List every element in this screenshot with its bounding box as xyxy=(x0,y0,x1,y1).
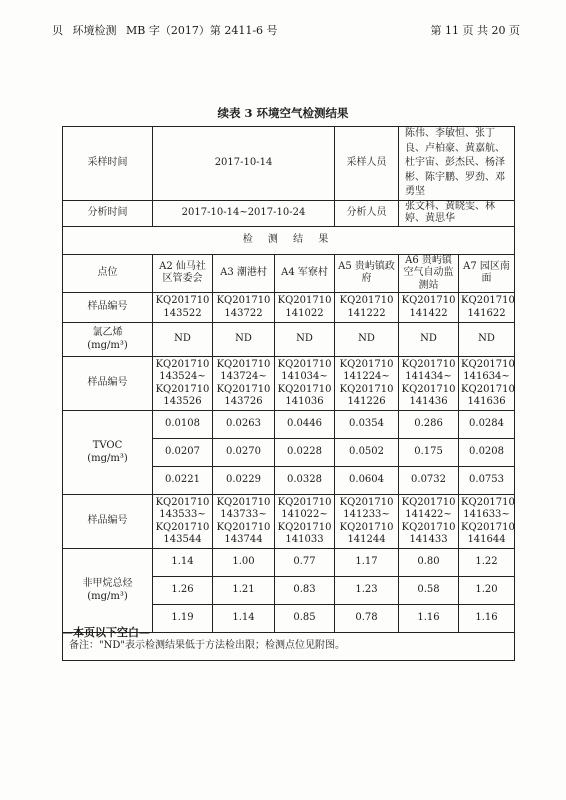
result-row xyxy=(63,323,515,357)
result-value-cell: 1.20 xyxy=(459,577,515,605)
point-a5: A5 贵屿镇政府 xyxy=(335,254,399,293)
sample-number-cell: KQ201710 141622 xyxy=(459,293,515,323)
sample-number-cell: KQ201710 141222 xyxy=(335,293,399,323)
result-value-cell: 0.0732 xyxy=(399,467,459,495)
result-value-cell: 0.0228 xyxy=(275,439,335,467)
result-value-cell: 1.21 xyxy=(213,577,275,605)
sample-number-cell: KQ201710 141634~ KQ201710 141636 xyxy=(459,357,515,411)
result-value-cell: 0.0207 xyxy=(153,439,213,467)
test-item-unit: (mg/m³) xyxy=(87,590,128,602)
result-value-cell: 0.58 xyxy=(399,577,459,605)
point-label: 点位 xyxy=(63,254,153,293)
result-value-cell: 1.14 xyxy=(153,549,213,577)
sample-number-cell: KQ201710 141233~ KQ201710 141244 xyxy=(335,495,399,549)
result-value-cell: 1.00 xyxy=(213,549,275,577)
analysts-value: 张文科、黄晓雯、林婷、黄思华 xyxy=(399,200,515,226)
sample-number-cell: KQ201710 143533~ KQ201710 143544 xyxy=(153,495,213,549)
test-item-name: TVOC xyxy=(92,440,123,451)
point-a6: A6 贵屿镇空气自动监测站 xyxy=(399,254,459,293)
test-item-name: 非甲烷总烃 xyxy=(82,578,133,589)
results-heading-row xyxy=(63,226,515,254)
result-value-cell: ND xyxy=(459,323,515,357)
result-value-cell: 0.0753 xyxy=(459,467,515,495)
sample-number-label: 样品编号 xyxy=(63,495,153,549)
sampler-label: 采样人员 xyxy=(335,127,399,201)
sample-time-value: 2017-10-14 xyxy=(153,127,335,201)
point-a2: A2 仙马社区管委会 xyxy=(153,254,213,293)
result-value-cell: 0.78 xyxy=(335,605,399,633)
result-value-cell: 0.0328 xyxy=(275,467,335,495)
result-value-cell: 1.19 xyxy=(153,605,213,633)
point-a3: A3 潮港村 xyxy=(213,254,275,293)
air-quality-results-table xyxy=(62,126,515,661)
result-value-cell: ND xyxy=(213,323,275,357)
sample-number-cell: KQ201710 141022 xyxy=(275,293,335,323)
result-value-cell: ND xyxy=(335,323,399,357)
result-value-cell: 0.85 xyxy=(275,605,335,633)
test-item-name: 氯乙烯 xyxy=(92,327,123,338)
sample-number-cell: KQ201710 141034~ KQ201710 141036 xyxy=(275,357,335,411)
page-header xyxy=(52,22,520,38)
result-value-cell: 0.286 xyxy=(399,411,459,439)
result-value-cell: 0.80 xyxy=(399,549,459,577)
header-page-number: 第 11 页 共 20 页 xyxy=(430,24,520,37)
sample-number-cell: KQ201710 143522 xyxy=(153,293,213,323)
sample-time-row xyxy=(63,127,515,201)
points-header-row xyxy=(63,254,515,293)
result-value-cell: 0.0208 xyxy=(459,439,515,467)
result-value-cell: 1.14 xyxy=(213,605,275,633)
result-row xyxy=(63,411,515,439)
result-value-cell: 1.16 xyxy=(459,605,515,633)
sample-time-label: 采样时间 xyxy=(63,127,153,201)
result-value-cell: 0.0354 xyxy=(335,411,399,439)
result-value-cell: 0.0263 xyxy=(213,411,275,439)
header-left-2: 环境检测 xyxy=(72,24,117,37)
page-end-blank-note: —本页以下空白— xyxy=(62,626,150,639)
result-value-cell: 0.0229 xyxy=(213,467,275,495)
analyst-label: 分析人员 xyxy=(335,200,399,226)
test-item-cell xyxy=(63,323,153,357)
result-value-cell: 0.175 xyxy=(399,439,459,467)
sample-number-cell: KQ201710 143733~ KQ201710 143744 xyxy=(213,495,275,549)
remark-note: 备注："ND"表示检测结果低于方法检出限；检测点位见附图。 xyxy=(63,633,515,661)
result-value-cell: 0.83 xyxy=(275,577,335,605)
sample-number-cell: KQ201710 143724~ KQ201710 143726 xyxy=(213,357,275,411)
result-row xyxy=(63,549,515,577)
sample-number-cell: KQ201710 141434~ KQ201710 141436 xyxy=(399,357,459,411)
sample-number-cell: KQ201710 141422~ KQ201710 141433 xyxy=(399,495,459,549)
test-item-cell xyxy=(63,549,153,633)
sample-number-cell: KQ201710 141422 xyxy=(399,293,459,323)
result-value-cell: 0.0221 xyxy=(153,467,213,495)
result-value-cell: 1.26 xyxy=(153,577,213,605)
sample-number-row xyxy=(63,495,515,549)
result-value-cell: 0.0270 xyxy=(213,439,275,467)
table-title: 续表 3 环境空气检测结果 xyxy=(217,106,349,120)
sample-number-cell: KQ201710 143722 xyxy=(213,293,275,323)
sample-number-label: 样品编号 xyxy=(63,357,153,411)
result-value-cell: 0.77 xyxy=(275,549,335,577)
analysis-time-value: 2017-10-14~2017-10-24 xyxy=(153,200,335,226)
result-value-cell: ND xyxy=(153,323,213,357)
header-report-number: MB 字（2017）第 2411-6 号 xyxy=(126,24,278,37)
sample-number-label: 样品编号 xyxy=(63,293,153,323)
test-item-unit: (mg/m³) xyxy=(87,452,128,464)
analysis-time-label: 分析时间 xyxy=(63,200,153,226)
sample-number-row xyxy=(63,293,515,323)
sample-number-row xyxy=(63,357,515,411)
result-value-cell: ND xyxy=(399,323,459,357)
test-item-cell xyxy=(63,411,153,495)
result-value-cell: 0.0446 xyxy=(275,411,335,439)
sample-number-cell: KQ201710 143524~ KQ201710 143526 xyxy=(153,357,213,411)
result-value-cell: 0.0604 xyxy=(335,467,399,495)
point-a7: A7 园区南面 xyxy=(459,254,515,293)
samplers-value: 陈伟、李敏恒、张丁良、卢柏豪、黄嘉航、杜宇宙、彭杰民、杨泽彬、陈宇鹏、罗劲、邓勇坚 xyxy=(399,127,515,201)
results-heading: 检 测 结 果 xyxy=(63,226,515,254)
result-value-cell: 0.0502 xyxy=(335,439,399,467)
result-value-cell: 1.17 xyxy=(335,549,399,577)
header-left xyxy=(52,22,284,38)
sample-number-cell: KQ201710 141633~ KQ201710 141644 xyxy=(459,495,515,549)
result-value-cell: ND xyxy=(275,323,335,357)
point-a4: A4 军寮村 xyxy=(275,254,335,293)
result-value-cell: 1.16 xyxy=(399,605,459,633)
result-value-cell: 0.0284 xyxy=(459,411,515,439)
result-value-cell: 1.23 xyxy=(335,577,399,605)
result-value-cell: 1.22 xyxy=(459,549,515,577)
header-left-1: 贝 xyxy=(52,24,63,37)
test-item-unit: (mg/m³) xyxy=(87,339,128,351)
sample-number-cell: KQ201710 141224~ KQ201710 141226 xyxy=(335,357,399,411)
sample-number-cell: KQ201710 141022~ KQ201710 141033 xyxy=(275,495,335,549)
result-value-cell: 0.0108 xyxy=(153,411,213,439)
analysis-time-row xyxy=(63,200,515,226)
